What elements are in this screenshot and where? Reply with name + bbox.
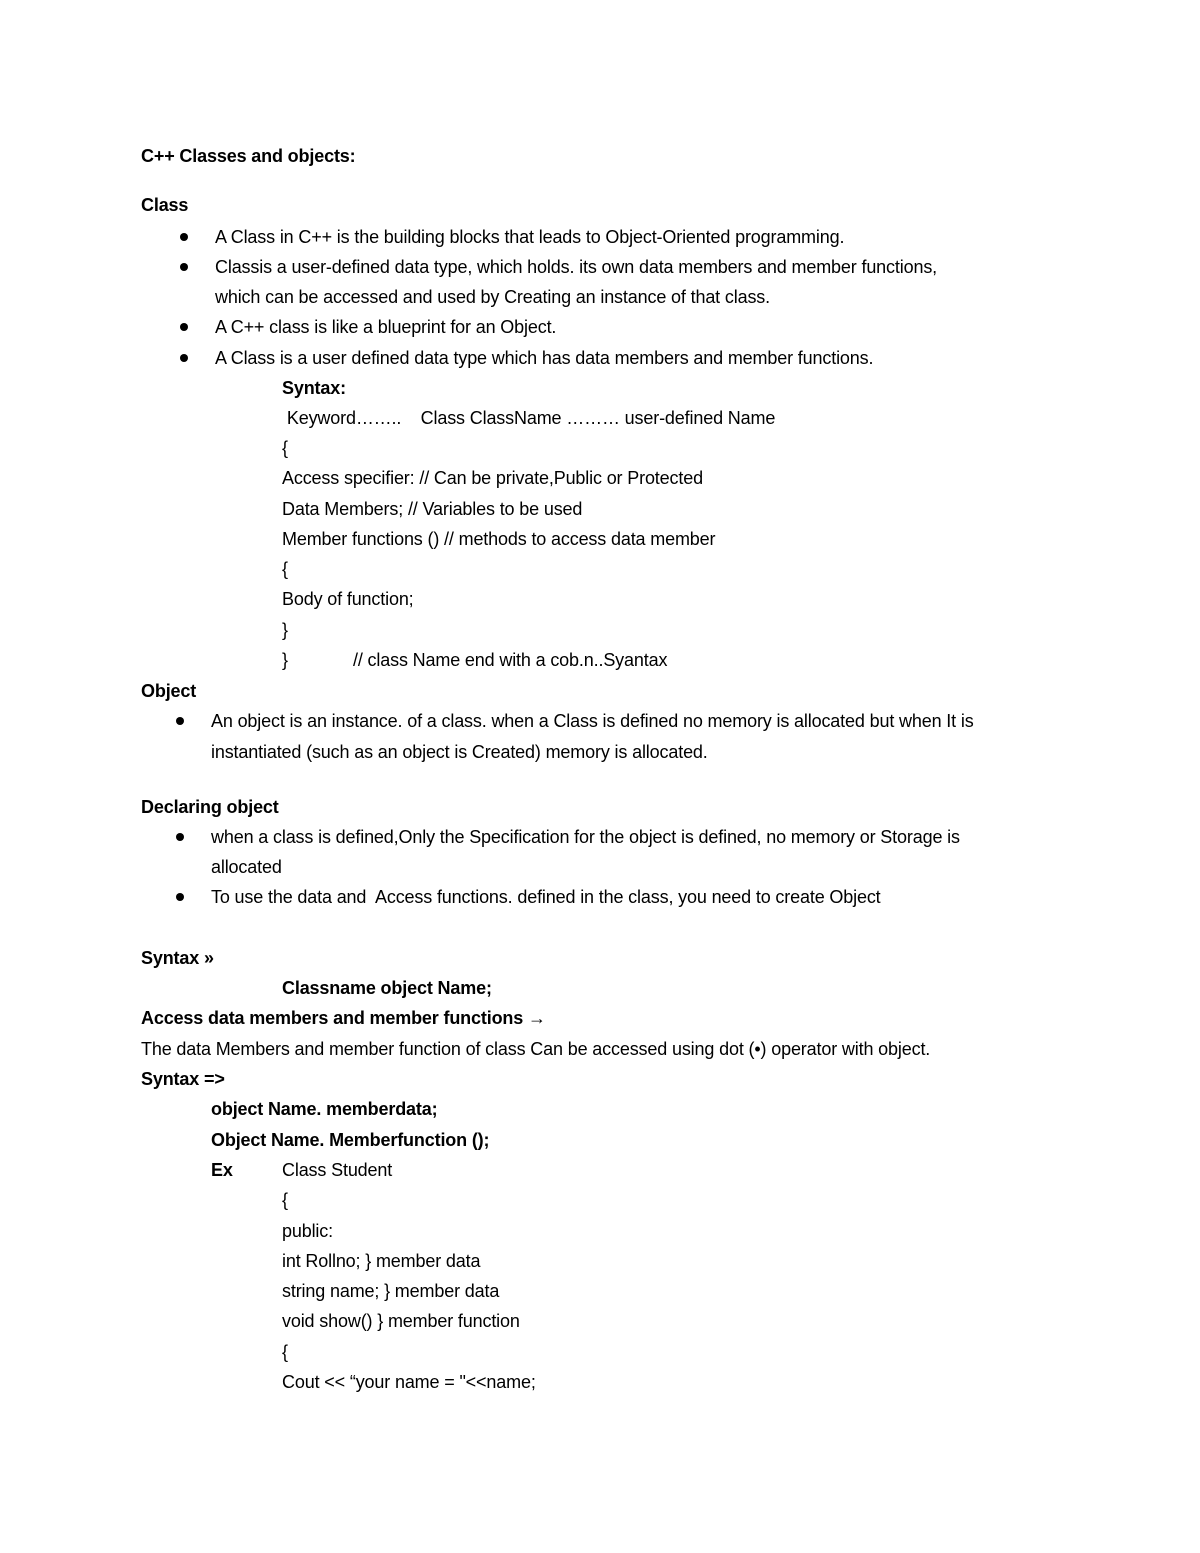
object-line-2: instantiated (such as an object is Created) memory is allocated.: [211, 742, 708, 762]
bullet-icon: [180, 323, 188, 331]
syntax-line: }: [282, 620, 288, 640]
syntax-line: Data Members; // Variables to be used: [282, 499, 583, 519]
syntax-line: {: [282, 438, 288, 458]
example-line: {: [282, 1342, 288, 1362]
declaring-line-2: allocated: [211, 857, 282, 877]
example-line: int Rollno; } member data: [282, 1251, 481, 1271]
object-line-1: An object is an instance. of a class. when a Class is defined no memory is allocated but when It is: [211, 711, 974, 731]
syntax-label: Syntax:: [282, 378, 346, 398]
class-bullet-4: A Class is a user defined data type which has data members and member functions.: [215, 348, 874, 368]
access-syntax-line: object Name. memberdata;: [211, 1099, 438, 1119]
bullet-icon: [176, 717, 184, 725]
access-heading: Access data members and member functions →: [141, 1008, 546, 1028]
declaring-line-1: when a class is defined,Only the Specification for the object is defined, no memory or Storage is: [211, 827, 960, 847]
access-text: The data Members and member function of class Can be accessed using dot (•) operator with object.: [141, 1039, 931, 1059]
declaring-heading: Declaring object: [141, 797, 279, 817]
object-heading: Object: [141, 681, 197, 701]
syntax-line: Keyword…….. Class ClassName ……… user-defined Name: [282, 408, 776, 428]
syntax2-label: Syntax »: [141, 948, 214, 968]
syntax-line: }: [282, 650, 288, 670]
class-bullet-1: A Class in C++ is the building blocks that leads to Object-Oriented programming.: [215, 227, 845, 247]
syntax2-code: Classname object Name;: [282, 978, 492, 998]
bullet-icon: [176, 893, 184, 901]
example-line: string name; } member data: [282, 1281, 500, 1301]
bullet-icon: [180, 233, 188, 241]
access-syntax-label: Syntax =>: [141, 1069, 225, 1089]
syntax-end-comment: // class Name end with a cob.n..Syantax: [353, 650, 668, 670]
class-bullet-2: Classis a user-defined data type, which holds. its own data members and member functions,: [215, 257, 938, 277]
class-heading: Class: [141, 195, 189, 215]
bullet-icon: [180, 354, 188, 362]
bullet-icon: [180, 263, 188, 271]
example-label: Ex: [211, 1160, 233, 1180]
example-line: {: [282, 1190, 288, 1210]
syntax-line: Member functions () // methods to access data member: [282, 529, 716, 549]
syntax-line: {: [282, 559, 288, 579]
example-line: Cout << “your name = "<<name;: [282, 1372, 536, 1392]
syntax-line: Body of function;: [282, 589, 414, 609]
bullet-icon: [176, 833, 184, 841]
class-bullet-2-cont: which can be accessed and used by Creating an instance of that class.: [215, 287, 770, 307]
syntax-line: Access specifier: // Can be private,Public or Protected: [282, 468, 703, 488]
example-line: public:: [282, 1221, 333, 1241]
access-syntax-line: Object Name. Memberfunction ();: [211, 1130, 490, 1150]
document-title: C++ Classes and objects:: [141, 146, 356, 166]
class-bullet-3: A C++ class is like a blueprint for an Object.: [215, 317, 557, 337]
declaring-line-3: To use the data and Access functions. defined in the class, you need to create Object: [211, 887, 881, 907]
example-line: Class Student: [282, 1160, 393, 1180]
example-line: void show() } member function: [282, 1311, 520, 1331]
